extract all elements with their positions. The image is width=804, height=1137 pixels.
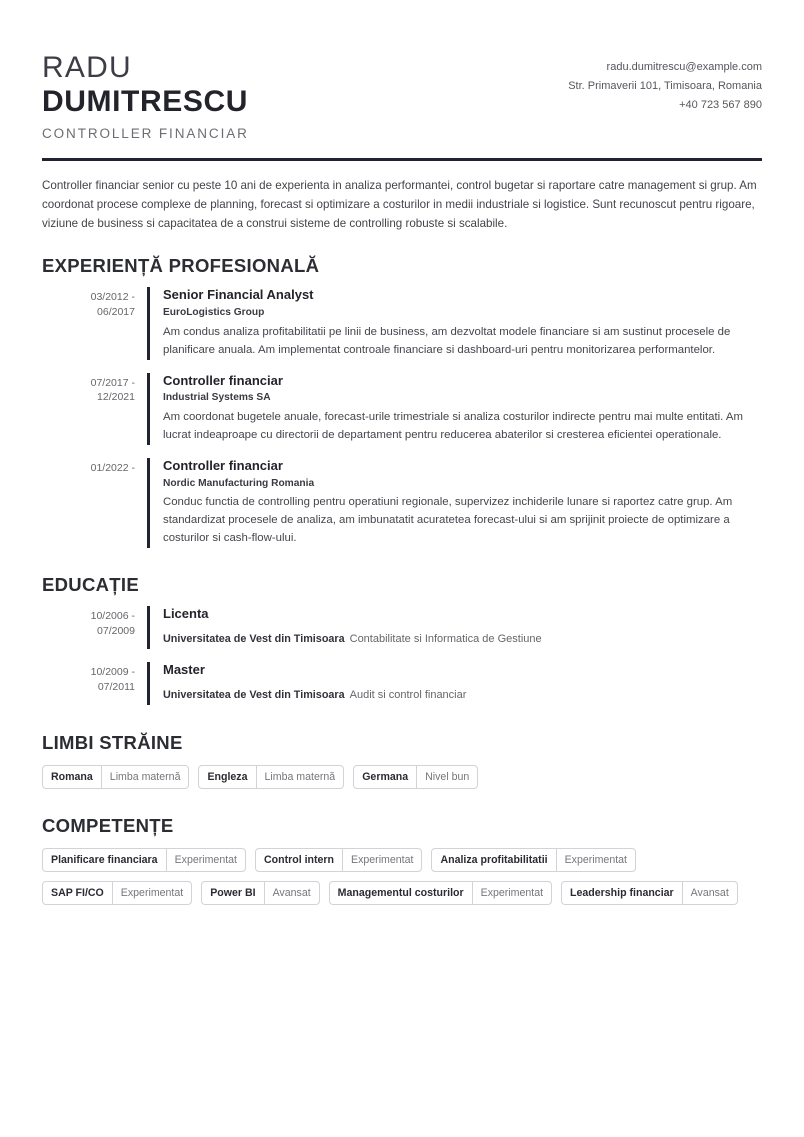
skill-chip bbox=[42, 881, 192, 905]
skill-name: Planificare financiara bbox=[51, 853, 158, 866]
experience-organization: Industrial Systems SA bbox=[163, 392, 271, 404]
education-body bbox=[150, 606, 762, 649]
skill-level: Experimentat bbox=[472, 882, 551, 904]
date-end: 07/2009 bbox=[97, 624, 135, 637]
experience-item bbox=[42, 373, 762, 445]
experience-body bbox=[150, 287, 762, 359]
date-start: 01/2022 - bbox=[90, 461, 135, 474]
education-degree: Licenta bbox=[163, 605, 209, 621]
date-end: 12/2021 bbox=[97, 391, 135, 404]
experience-item bbox=[42, 287, 762, 359]
experience-dates bbox=[42, 373, 147, 445]
experience-body bbox=[150, 373, 762, 445]
experience-organization: Nordic Manufacturing Romania bbox=[163, 477, 315, 489]
professional-summary: Controller financiar senior cu peste 10 ani de experienta in analiza performantei, control bugetar si raportare catre management si grup. Am coordonat procese complexe de planning, forecast si optimizare a costurilor in medii industriale si logistice. Sunt recunoscut pentru rigoare, viziune de business si capacitatea de a construi sisteme de controlling robuste si scalabile. bbox=[42, 178, 757, 230]
education-body bbox=[150, 662, 762, 705]
education-field: Contabilitate si Informatica de Gestiune bbox=[349, 632, 542, 645]
language-name: Romana bbox=[51, 770, 93, 783]
experience-role: Controller financiar bbox=[163, 457, 283, 473]
language-level: Limba maternă bbox=[101, 766, 189, 788]
experience-description: Conduc functia de controlling pentru operatiuni regionale, supervizez inchiderile lunare si raportez catre grup. Am standardizat procesele de analiza, am imbunatatit acuratetea forecast-ului si am sprijinit proiecte de optimizare a costurilor si cash-flow-ului. bbox=[163, 496, 733, 545]
section-heading-languages: LIMBI STRĂINE bbox=[42, 731, 183, 753]
experience-item bbox=[42, 458, 762, 548]
header-divider bbox=[42, 158, 762, 161]
date-start: 03/2012 - bbox=[90, 291, 135, 304]
education-degree: Master bbox=[163, 661, 205, 677]
languages-list bbox=[42, 765, 762, 789]
skill-chip bbox=[201, 881, 319, 905]
language-chip bbox=[198, 765, 344, 789]
skill-name: Control intern bbox=[264, 853, 335, 866]
resume-header bbox=[42, 48, 762, 141]
education-school: Universitatea de Vest din Timisoara bbox=[163, 688, 345, 701]
education-dates bbox=[42, 606, 147, 649]
date-start: 07/2017 - bbox=[90, 376, 135, 389]
experience-role: Controller financiar bbox=[163, 372, 283, 388]
contact-email[interactable]: radu.dumitrescu@example.com bbox=[606, 61, 762, 73]
skill-chip bbox=[329, 881, 552, 905]
page-title: CONTROLLER FINANCIAR bbox=[42, 125, 249, 141]
experience-description: Am condus analiza profitabilitatii pe linii de business, am dezvoltat modele financiare si am sustinut procesele de planificare anuala. Am implementat controale financiare si dashboard-uri pentru monitorizarea performantelor. bbox=[163, 326, 731, 356]
section-heading-skills: COMPETENȚE bbox=[42, 814, 174, 836]
date-start: 10/2009 - bbox=[90, 665, 135, 678]
language-chip bbox=[42, 765, 189, 789]
experience-body bbox=[150, 458, 762, 548]
education-item bbox=[42, 606, 762, 649]
skill-chip bbox=[255, 848, 422, 872]
skill-name: Power BI bbox=[210, 886, 256, 899]
language-level: Limba maternă bbox=[256, 766, 344, 788]
skill-level: Experimentat bbox=[556, 849, 635, 871]
identity-block bbox=[42, 48, 249, 141]
education-detail bbox=[163, 626, 762, 649]
experience-organization: EuroLogistics Group bbox=[163, 307, 265, 319]
experience-description: Am coordonat bugetele anuale, forecast-urile trimestriale si analiza costurilor indirecte pentru mai multe entitati. Am lucrat indeaproape cu directorii de departament pentru reducerea abaterilor si cresterea eficientei operationale. bbox=[163, 411, 743, 442]
contact-phone[interactable]: +40 723 567 890 bbox=[679, 98, 762, 111]
education-school: Universitatea de Vest din Timisoara bbox=[163, 632, 345, 645]
language-chip bbox=[353, 765, 478, 789]
first-name: RADU bbox=[42, 51, 132, 84]
skill-chip bbox=[431, 848, 636, 872]
experience-role: Senior Financial Analyst bbox=[163, 287, 314, 303]
skill-chip bbox=[42, 848, 246, 872]
skills-list bbox=[42, 848, 762, 905]
skill-level: Experimentat bbox=[166, 849, 245, 871]
contact-block bbox=[568, 48, 762, 115]
education-field: Audit si control financiar bbox=[349, 688, 467, 701]
skill-chip bbox=[561, 881, 738, 905]
skill-name: Analiza profitabilitatii bbox=[440, 853, 548, 866]
date-end: 06/2017 bbox=[97, 306, 135, 319]
experience-list bbox=[42, 287, 762, 547]
last-name: DUMITRESCU bbox=[42, 85, 248, 119]
language-name: Germana bbox=[362, 770, 409, 783]
date-end: 07/2011 bbox=[97, 680, 135, 693]
section-heading-education: EDUCAȚIE bbox=[42, 573, 139, 595]
skill-level: Experimentat bbox=[342, 849, 421, 871]
skills-row bbox=[42, 848, 762, 872]
experience-dates bbox=[42, 287, 147, 359]
skill-level: Avansat bbox=[264, 882, 319, 904]
education-dates bbox=[42, 662, 147, 705]
date-start: 10/2006 - bbox=[90, 609, 135, 622]
language-name: Engleza bbox=[207, 770, 248, 783]
section-heading-experience: EXPERIENȚĂ PROFESIONALĂ bbox=[42, 255, 320, 277]
contact-address: Str. Primaverii 101, Timisoara, Romania bbox=[568, 79, 762, 92]
skill-level: Experimentat bbox=[112, 882, 191, 904]
skill-level: Avansat bbox=[682, 882, 737, 904]
education-detail bbox=[163, 682, 762, 705]
skill-name: Managementul costurilor bbox=[337, 886, 464, 899]
education-item bbox=[42, 662, 762, 705]
skill-name: SAP FI/CO bbox=[51, 886, 104, 899]
skill-name: Leadership financiar bbox=[570, 886, 674, 899]
experience-dates bbox=[42, 458, 147, 548]
language-level: Nivel bun bbox=[416, 766, 477, 788]
languages-row bbox=[42, 765, 762, 789]
skills-row bbox=[42, 881, 762, 905]
education-list bbox=[42, 606, 762, 705]
